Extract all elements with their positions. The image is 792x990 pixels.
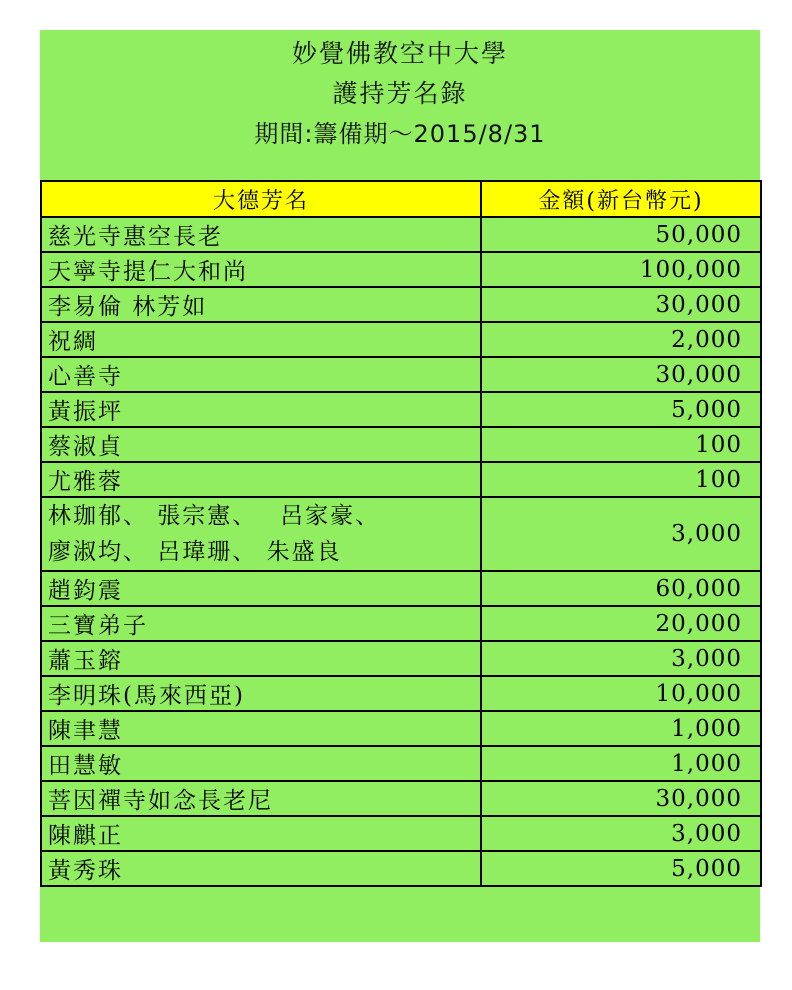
donor-name: 陳麒正 xyxy=(48,823,123,849)
document-title: 護持芳名錄 xyxy=(332,79,468,108)
donor-name: 蔡淑貞 xyxy=(48,434,123,460)
donation-amount: 100,000 xyxy=(481,252,761,287)
donor-name-cell xyxy=(41,462,481,497)
table-row xyxy=(41,427,761,462)
donor-name-cell xyxy=(41,641,481,676)
donation-amount: 2,000 xyxy=(481,322,761,357)
table-row xyxy=(41,497,761,571)
table-row xyxy=(41,606,761,641)
donor-name: 慈光寺惠空長老 xyxy=(48,224,223,250)
column-header-name: 大德芳名 xyxy=(41,181,481,217)
donor-name-cell xyxy=(41,357,481,392)
table-row xyxy=(41,746,761,781)
donor-name-cell xyxy=(41,217,481,252)
donor-roll-sheet xyxy=(40,30,760,942)
donor-name: 林珈郁、 張宗憲、 呂家豪、 xyxy=(48,503,381,529)
table-row xyxy=(41,287,761,322)
donation-amount: 5,000 xyxy=(481,851,761,886)
donor-name: 趙鈞震 xyxy=(48,578,123,604)
donation-amount: 60,000 xyxy=(481,571,761,606)
donation-amount: 50,000 xyxy=(481,217,761,252)
donation-amount: 3,000 xyxy=(481,641,761,676)
table-row xyxy=(41,217,761,252)
donor-name: 祝綢 xyxy=(48,329,98,355)
donor-name: 黃振坪 xyxy=(48,399,123,425)
donor-name-cell xyxy=(41,781,481,816)
donation-amount: 3,000 xyxy=(481,497,761,571)
table-row xyxy=(41,392,761,427)
donor-name: 陳聿慧 xyxy=(48,718,123,744)
donation-amount: 1,000 xyxy=(481,746,761,781)
donation-amount: 3,000 xyxy=(481,816,761,851)
donor-name-cell xyxy=(41,816,481,851)
donor-table-body xyxy=(41,217,761,886)
donor-name: 心善寺 xyxy=(48,364,123,390)
donor-name-cell xyxy=(41,427,481,462)
table-header-row xyxy=(41,181,761,217)
donation-amount: 1,000 xyxy=(481,711,761,746)
table-row xyxy=(41,851,761,886)
table-row xyxy=(41,641,761,676)
donor-name: 菩因禪寺如念長老尼 xyxy=(48,788,273,814)
period-line: 期間:籌備期～2015/8/31 xyxy=(254,120,546,148)
donor-name: 黃秀珠 xyxy=(48,858,123,884)
donor-name: 蕭玉鎔 xyxy=(48,648,123,674)
donor-name: 尤雅蓉 xyxy=(48,469,123,495)
donor-name-cell xyxy=(41,851,481,886)
donation-amount: 10,000 xyxy=(481,676,761,711)
institution-title: 妙覺佛教空中大學 xyxy=(291,39,508,68)
table-row xyxy=(41,357,761,392)
donor-name-cell xyxy=(41,571,481,606)
table-row xyxy=(41,322,761,357)
donor-name-cell xyxy=(41,497,481,571)
donor-name-cell xyxy=(41,252,481,287)
table-row xyxy=(41,676,761,711)
donation-amount: 100 xyxy=(481,462,761,497)
donor-name-cell xyxy=(41,322,481,357)
donor-name: 三寶弟子 xyxy=(48,613,148,639)
donor-name: 天寧寺提仁大和尚 xyxy=(48,259,248,285)
donation-amount: 30,000 xyxy=(481,357,761,392)
table-row xyxy=(41,781,761,816)
donor-name: 李易倫 林芳如 xyxy=(48,294,208,320)
table-row xyxy=(41,571,761,606)
table-row xyxy=(41,711,761,746)
donor-name-cell xyxy=(41,711,481,746)
donor-table xyxy=(40,180,762,887)
donation-amount: 30,000 xyxy=(481,781,761,816)
table-row xyxy=(41,816,761,851)
donor-name: 廖淑均、 呂瑋珊、 朱盛良 xyxy=(48,539,342,565)
donor-name-cell xyxy=(41,392,481,427)
donor-name-cell xyxy=(41,287,481,322)
table-row xyxy=(41,462,761,497)
document-header xyxy=(40,30,760,178)
donor-name: 田慧敏 xyxy=(48,753,123,779)
donor-name-cell xyxy=(41,746,481,781)
donor-name: 李明珠(馬來西亞) xyxy=(48,683,245,709)
table-row xyxy=(41,252,761,287)
donation-amount: 20,000 xyxy=(481,606,761,641)
donation-amount: 5,000 xyxy=(481,392,761,427)
donor-name-cell xyxy=(41,606,481,641)
donation-amount: 30,000 xyxy=(481,287,761,322)
donor-name-cell xyxy=(41,676,481,711)
column-header-amount: 金額(新台幣元) xyxy=(481,181,761,217)
donation-amount: 100 xyxy=(481,427,761,462)
